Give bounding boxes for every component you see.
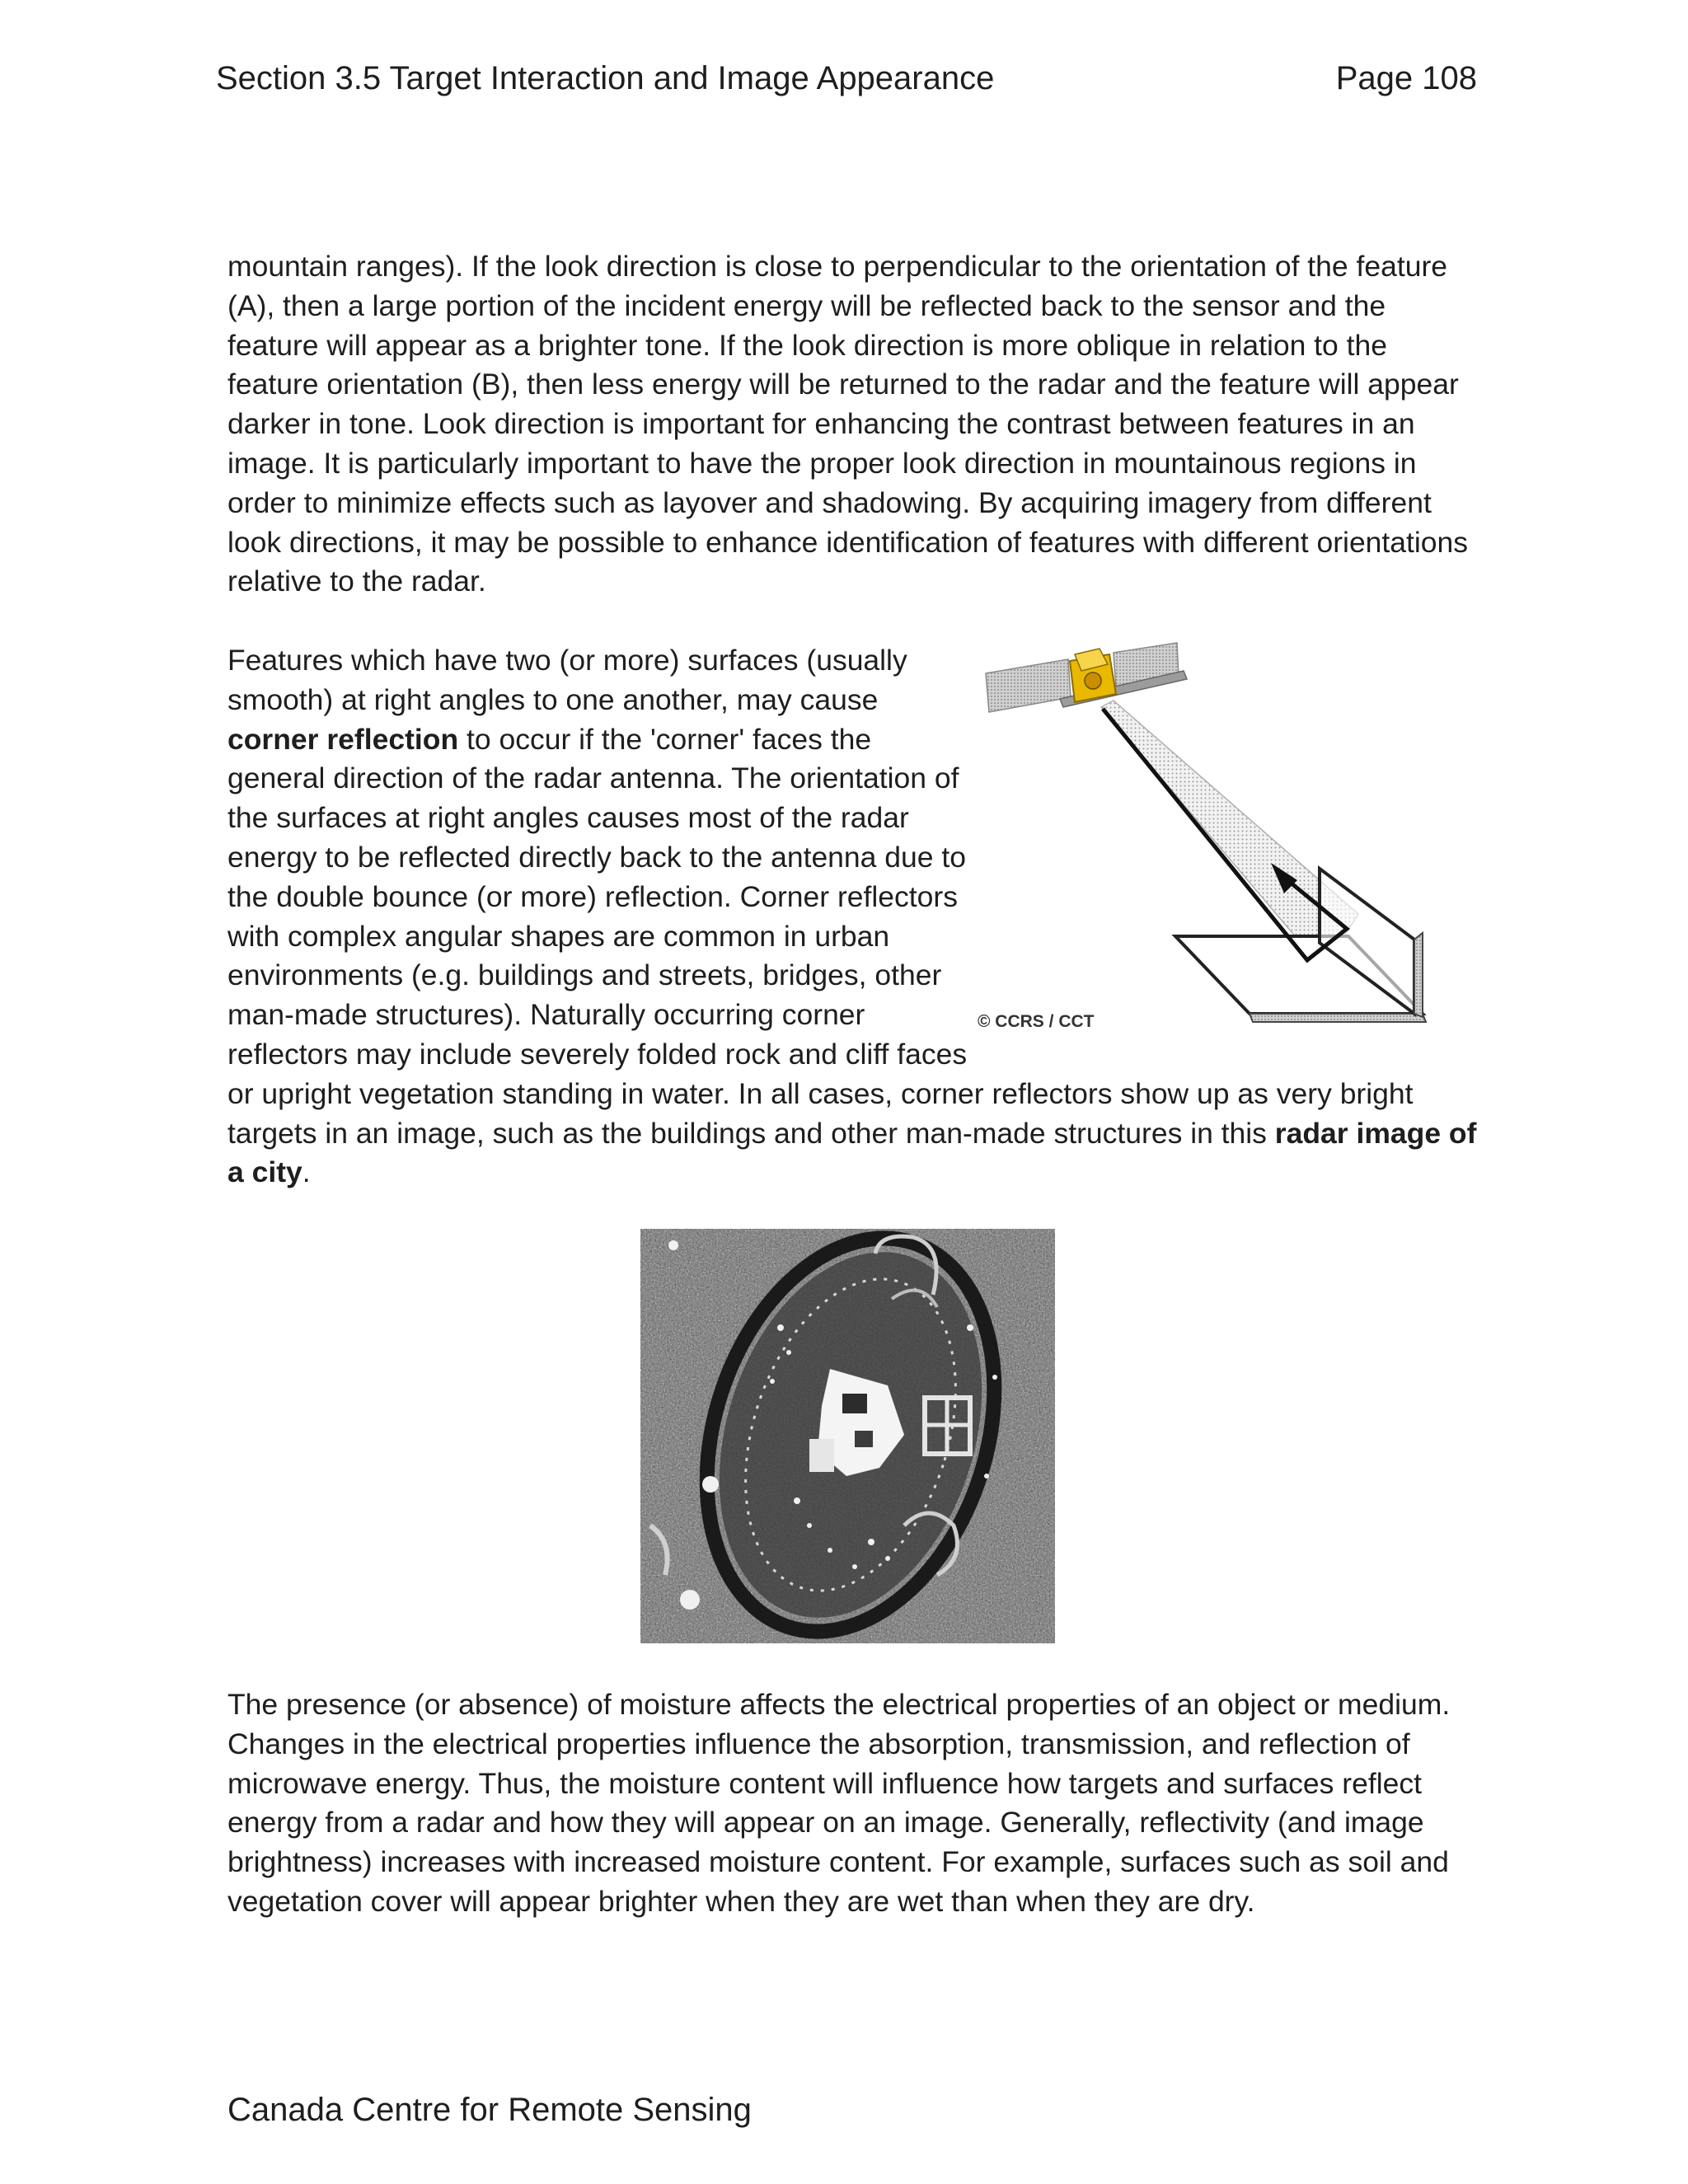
radar-city-image bbox=[640, 1229, 1055, 1643]
radar-image-link[interactable]: radar image of a city bbox=[227, 1116, 1477, 1189]
satellite-icon bbox=[986, 643, 1187, 712]
paragraph-body-text: to occur if the 'corner' faces the general direction of the radar antenna. The orientation of the surfaces at right angles causes most of the radar energy to be reflected directly back to the antenna due to the double bounce (or more) reflection. Corner reflectors with complex angular shapes are common in urban environments (e.g. buildings and streets, bridges, other man-made structures). Naturally occurring corner reflectors may include severely folded rock and cliff faces or upright vegetation standing in water. In all cases, corner reflectors show up as very bright targets in an image, such as the buildings and other man-made structures in this bbox=[227, 722, 1414, 1150]
page-footer: Canada Centre for Remote Sensing bbox=[227, 2092, 752, 2128]
figure-credit: © CCRS / CCT bbox=[978, 1012, 1095, 1031]
paragraph-moisture: The presence (or absence) of moisture affects the electrical properties of an object or medium. Changes in the electrical properties influence the absorption, transmission, and reflection of microwave energy. Thus, the moisture content will influence how targets and surfaces reflect energy from a radar and how they will appear on an image. Generally, reflectivity (and image brightness) increases with increased moisture content. For example, surfaces such as soil and vegetation cover will appear brighter when they are wet than when they are dry. bbox=[227, 1688, 1451, 1918]
paragraph-corner-reflection bbox=[227, 641, 1480, 1193]
paragraph-look-direction: mountain ranges). If the look direction is close to perpendicular to the orientation of the feature (A), then a large portion of the incident energy will be reflected back to the sensor and the feature will appear as a brighter tone. If the look direction is more oblique in relation to the feature orientation (B), then less energy will be returned to the radar and the feature will appear darker in tone. Look direction is important for enhancing the contrast between features in an image. It is particularly important to have the proper look direction in mountainous regions in order to minimize effects such as layover and shadowing. By acquiring imagery from different look directions, it may be possible to enhance identification of features with different orientations relative to the radar. bbox=[227, 250, 1469, 598]
corner-reflection-diagram bbox=[978, 636, 1480, 1047]
page-number: Page 108 bbox=[1335, 60, 1477, 96]
page-header bbox=[216, 58, 1477, 99]
paragraph-intro-text: Features which have two (or more) surfaces (usually smooth) at right angles to one another, may cause bbox=[227, 644, 907, 716]
section-title: Section 3.5 Target Interaction and Image Appearance bbox=[216, 60, 995, 96]
paragraph-end-text: . bbox=[302, 1155, 311, 1189]
term-corner-reflection: corner reflection bbox=[227, 722, 459, 756]
corner-reflection-figure bbox=[978, 636, 1480, 1047]
